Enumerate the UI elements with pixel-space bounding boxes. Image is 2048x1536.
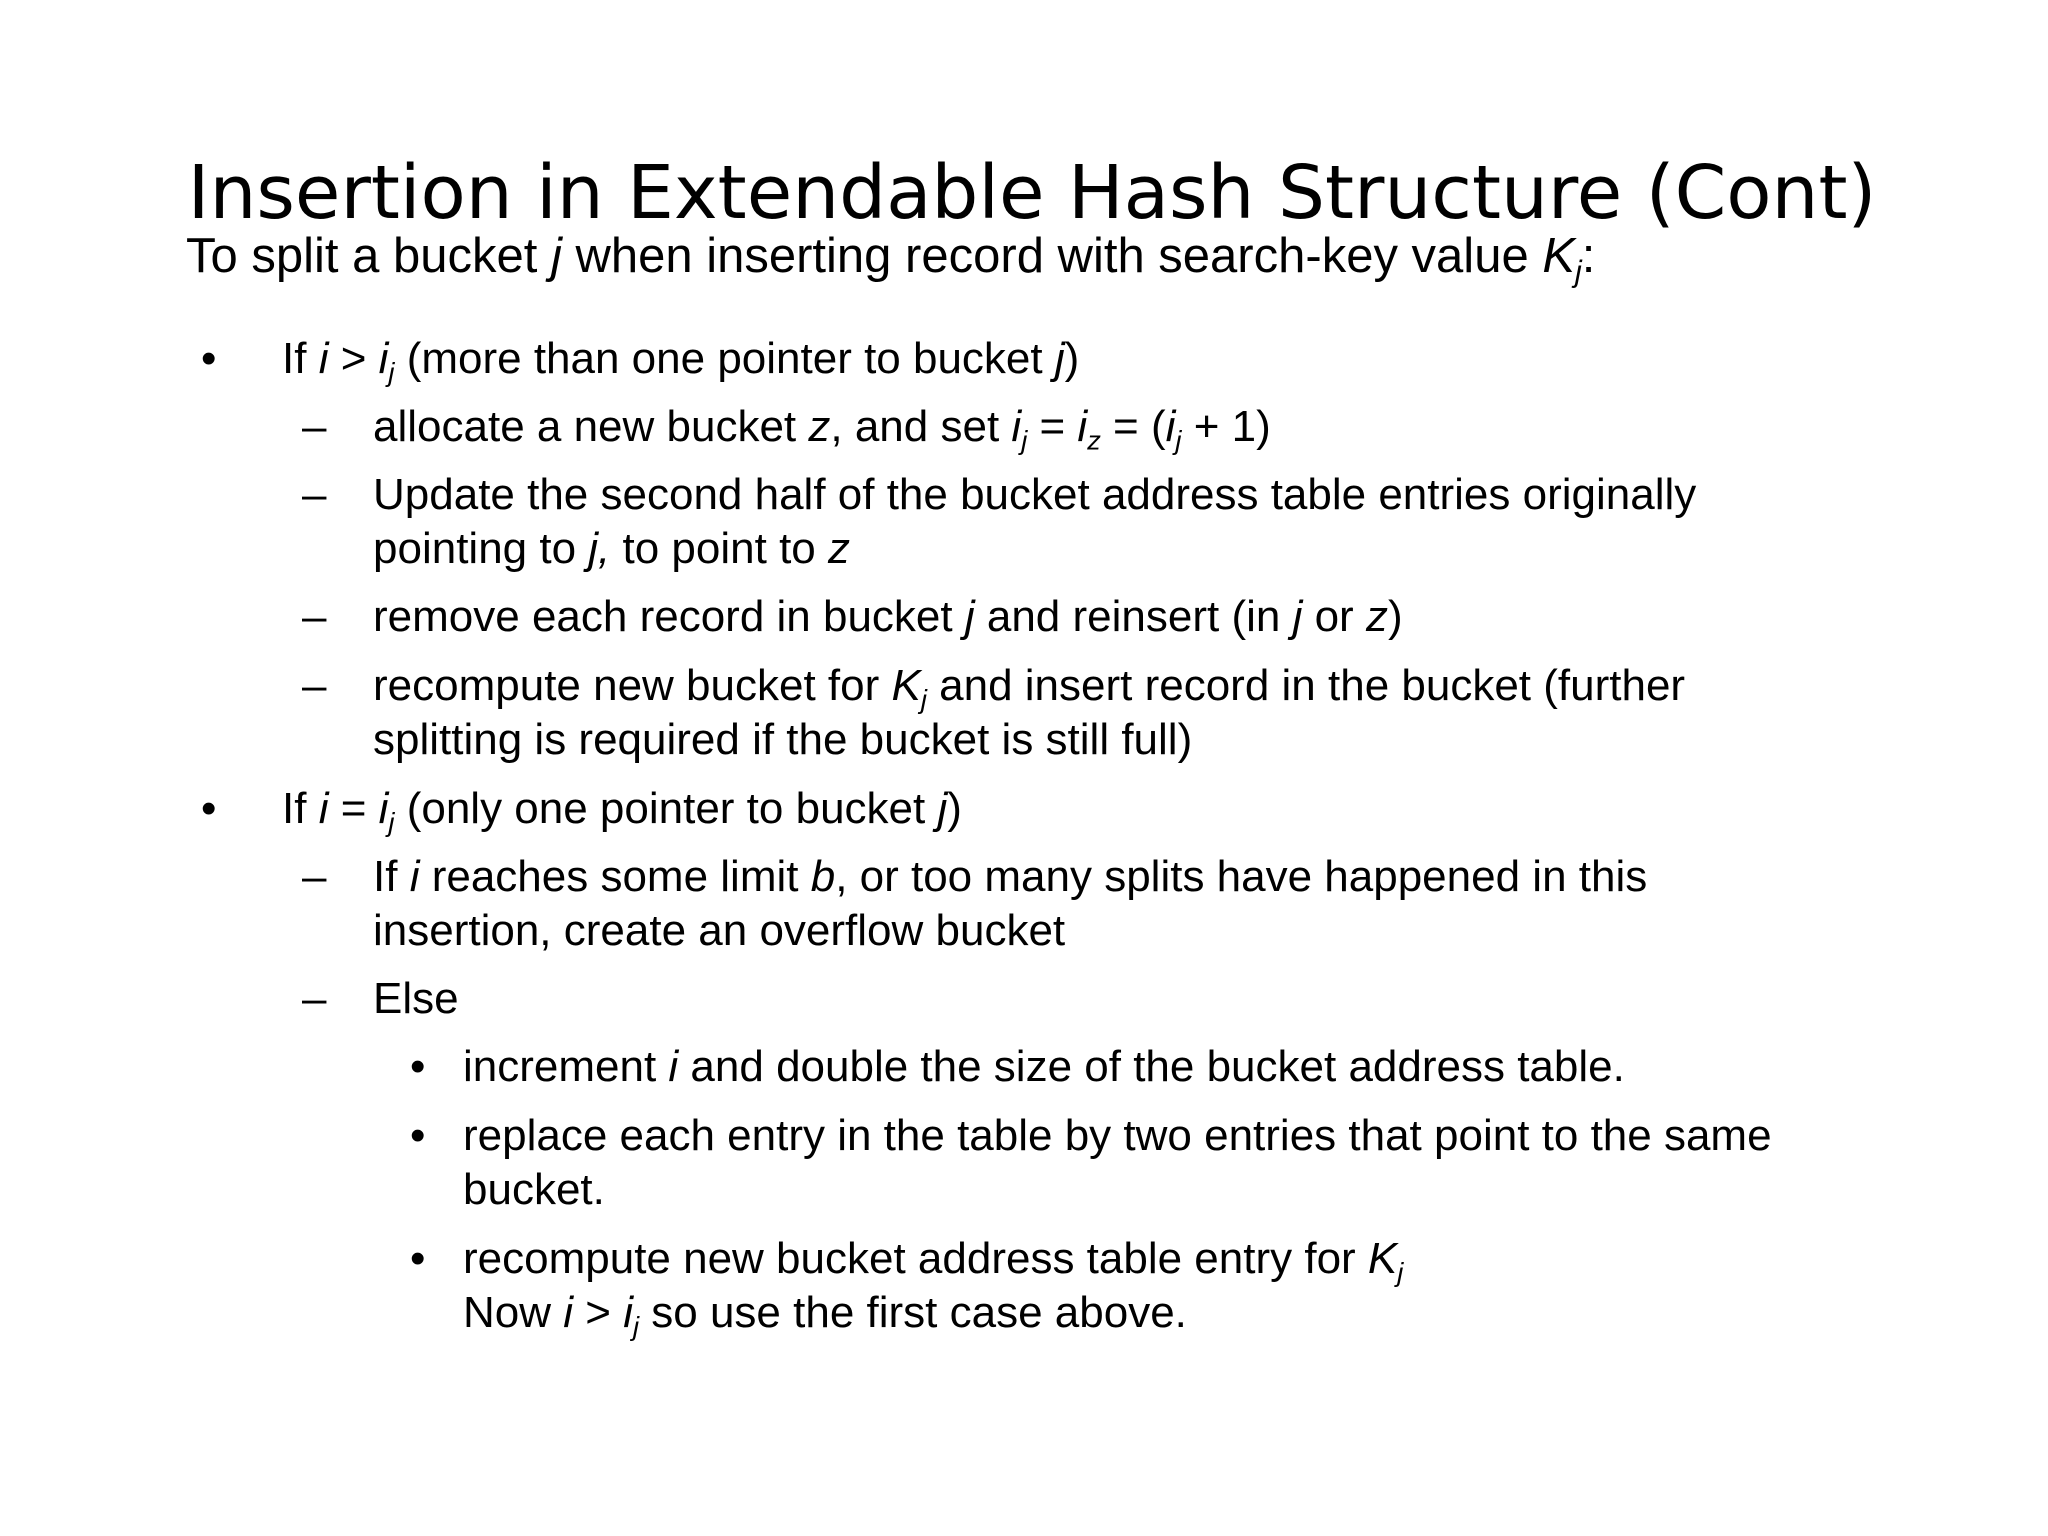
slide-title: Insertion in Extendable Hash Structure (Cont) xyxy=(187,150,1877,236)
dash-marker: – xyxy=(302,592,327,641)
replace-entry-item-line1: replace each entry in the table by two entries that point to the same xyxy=(463,1111,1772,1160)
bullet-marker: • xyxy=(201,784,217,833)
sub-bullet-marker: • xyxy=(410,1111,426,1160)
dash-marker: – xyxy=(302,402,327,451)
limit-reached-item-line1: If i reaches some limit b, or too many splits have happened in this xyxy=(373,852,1648,901)
recompute-table-entry-item-line2: Now $i > i_j$ so use the first case above. xyxy=(463,1288,1187,1342)
recompute-table-entry-item-line1: recompute new bucket address table entry for $K_j$ xyxy=(463,1234,1404,1288)
bullet-marker: • xyxy=(201,334,217,383)
dash-marker: – xyxy=(302,661,327,710)
replace-entry-item-line2: bucket. xyxy=(463,1165,605,1214)
else-item: Else xyxy=(373,974,459,1023)
dash-marker: – xyxy=(302,470,327,519)
dash-marker: – xyxy=(302,974,327,1023)
increment-i-item: increment i and double the size of the bucket address table. xyxy=(463,1042,1625,1091)
case-only-one-pointer: If $i = i_j$ (only one pointer to bucket j) xyxy=(282,784,962,838)
limit-reached-item-line2: insertion, create an overflow bucket xyxy=(373,906,1066,955)
update-table-item-line1: Update the second half of the bucket address table entries originally xyxy=(373,470,1697,519)
remove-reinsert-item: remove each record in bucket j and reinsert (in j or z) xyxy=(373,592,1403,641)
dash-marker: – xyxy=(302,852,327,901)
recompute-bucket-item-line1: recompute new bucket for $K_j$ and insert record in the bucket (further xyxy=(373,661,1686,715)
intro-line: To split a bucket j when inserting record with search-key value $K_j$: xyxy=(186,229,1596,289)
allocate-new-bucket-item: allocate a new bucket z, and set $i_j = i_z = (i_j + 1)$ xyxy=(373,402,1271,456)
case-more-than-one-pointer: If $i > i_j$ (more than one pointer to bucket j) xyxy=(282,334,1080,388)
update-table-item-line2: pointing to j, to point to z xyxy=(373,524,850,573)
recompute-bucket-item-line2: splitting is required if the bucket is still full) xyxy=(373,715,1193,764)
sub-bullet-marker: • xyxy=(410,1042,426,1091)
sub-bullet-marker: • xyxy=(410,1234,426,1283)
